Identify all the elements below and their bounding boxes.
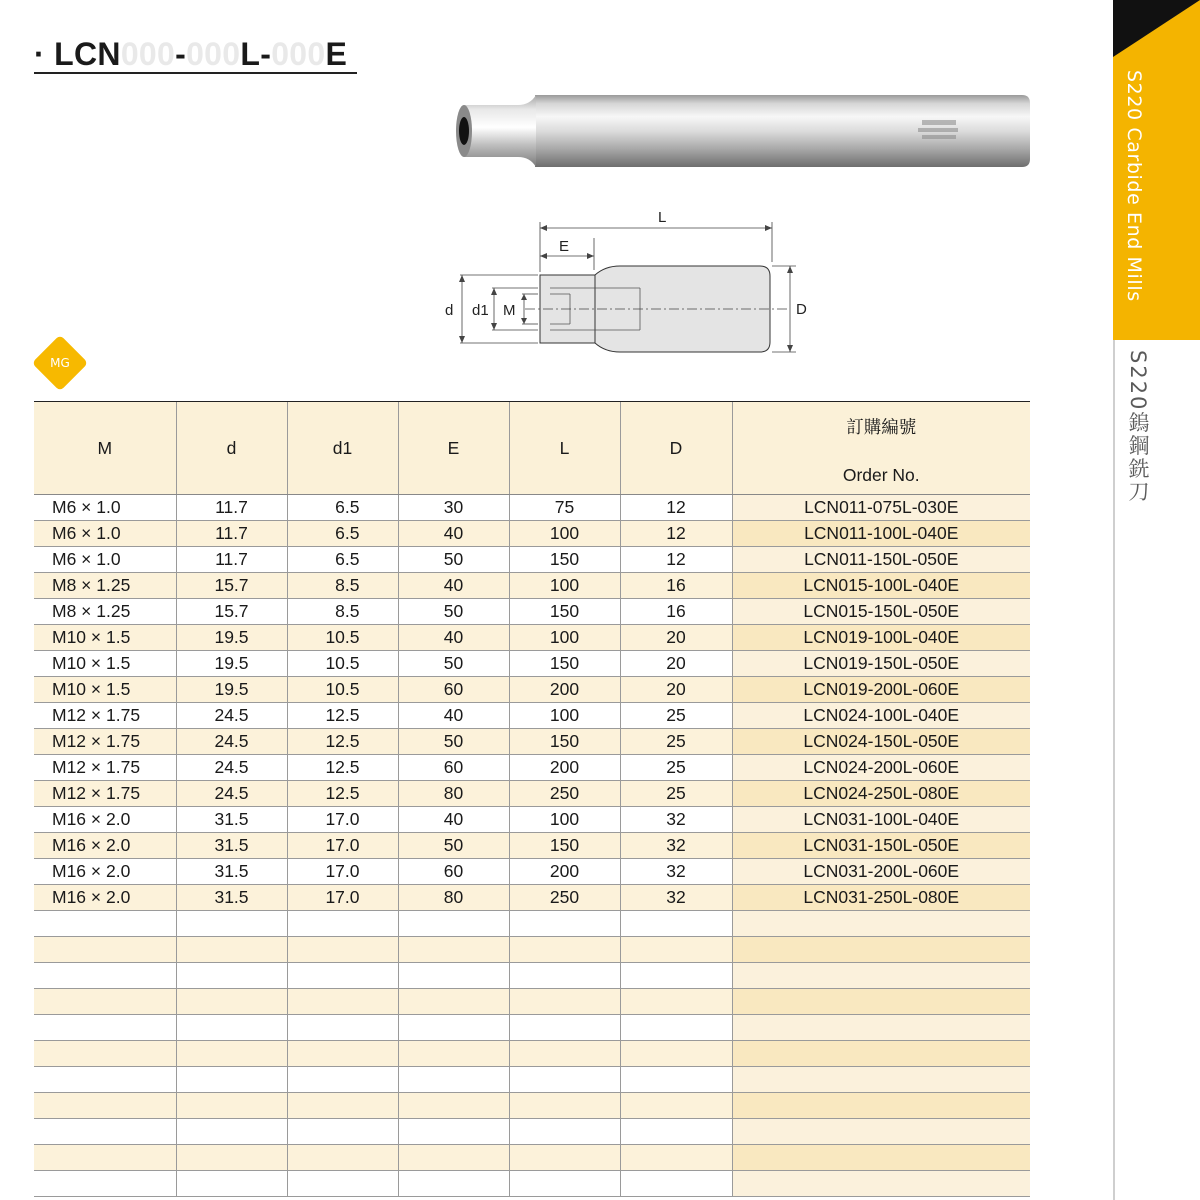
- cell-e: 50: [398, 547, 509, 573]
- product-photo: [450, 95, 1040, 175]
- empty-cell: [509, 989, 620, 1015]
- empty-table-row: [34, 989, 1030, 1015]
- empty-cell: [732, 1119, 1030, 1145]
- table-row: [34, 599, 1030, 625]
- empty-cell: [732, 911, 1030, 937]
- cell-d1: 10.5: [287, 651, 398, 677]
- cell-d1: 17.0: [287, 885, 398, 911]
- empty-cell: [620, 937, 732, 963]
- cell-D: 12: [620, 495, 732, 521]
- cell-d1: 6.5: [287, 495, 398, 521]
- cell-d: 24.5: [176, 781, 287, 807]
- cell-D: 32: [620, 885, 732, 911]
- empty-cell: [287, 1171, 398, 1197]
- cell-D: 25: [620, 755, 732, 781]
- header-d: d: [176, 402, 287, 495]
- header-order-no: [732, 402, 1030, 495]
- empty-cell: [509, 911, 620, 937]
- empty-cell: [620, 1015, 732, 1041]
- empty-table-row: [34, 1119, 1030, 1145]
- label-d: d: [445, 302, 454, 319]
- cell-e: 60: [398, 859, 509, 885]
- cell-m: M8 × 1.25: [34, 573, 176, 599]
- empty-cell: [34, 1093, 176, 1119]
- title-suffix: E: [325, 36, 348, 72]
- empty-cell: [176, 1067, 287, 1093]
- cell-d: 19.5: [176, 625, 287, 651]
- cell-d: 24.5: [176, 755, 287, 781]
- cell-e: 40: [398, 807, 509, 833]
- cell-l: 100: [509, 521, 620, 547]
- table-row: [34, 625, 1030, 651]
- cell-d: 19.5: [176, 677, 287, 703]
- cell-e: 60: [398, 677, 509, 703]
- cell-l: 150: [509, 729, 620, 755]
- empty-cell: [620, 963, 732, 989]
- empty-cell: [398, 937, 509, 963]
- empty-cell: [287, 1093, 398, 1119]
- empty-cell: [398, 1119, 509, 1145]
- table-row: [34, 703, 1030, 729]
- empty-cell: [398, 1145, 509, 1171]
- header-L: L: [509, 402, 620, 495]
- empty-cell: [398, 1015, 509, 1041]
- cell-order-no: LCN031-250L-080E: [732, 885, 1030, 911]
- cell-m: M10 × 1.5: [34, 677, 176, 703]
- cell-d: 15.7: [176, 599, 287, 625]
- cell-m: M16 × 2.0: [34, 833, 176, 859]
- cell-d: 11.7: [176, 495, 287, 521]
- cell-l: 150: [509, 599, 620, 625]
- header-E: E: [398, 402, 509, 495]
- empty-cell: [620, 1171, 732, 1197]
- cell-d1: 6.5: [287, 521, 398, 547]
- empty-cell: [287, 937, 398, 963]
- empty-cell: [34, 963, 176, 989]
- cell-l: 200: [509, 859, 620, 885]
- empty-table-row: [34, 937, 1030, 963]
- cell-order-no: LCN011-075L-030E: [732, 495, 1030, 521]
- cell-order-no: LCN031-100L-040E: [732, 807, 1030, 833]
- empty-cell: [287, 1041, 398, 1067]
- empty-cell: [176, 911, 287, 937]
- side-title-english: S220 Carbide End Mills: [1123, 70, 1145, 302]
- cell-d1: 17.0: [287, 807, 398, 833]
- cell-d: 31.5: [176, 807, 287, 833]
- spec-table: [34, 402, 1030, 1197]
- cell-d1: 6.5: [287, 547, 398, 573]
- cell-e: 40: [398, 703, 509, 729]
- cell-d1: 8.5: [287, 573, 398, 599]
- empty-cell: [620, 1119, 732, 1145]
- label-E: E: [559, 238, 570, 255]
- empty-cell: [620, 1041, 732, 1067]
- empty-cell: [398, 1067, 509, 1093]
- empty-cell: [176, 1119, 287, 1145]
- empty-cell: [176, 1041, 287, 1067]
- cell-D: 25: [620, 703, 732, 729]
- empty-cell: [34, 1015, 176, 1041]
- empty-cell: [176, 1015, 287, 1041]
- cell-e: 60: [398, 755, 509, 781]
- empty-cell: [398, 1041, 509, 1067]
- cell-e: 40: [398, 625, 509, 651]
- empty-table-row: [34, 1015, 1030, 1041]
- cell-m: M6 × 1.0: [34, 521, 176, 547]
- cell-order-no: LCN019-150L-050E: [732, 651, 1030, 677]
- page-title: [34, 36, 347, 73]
- cell-l: 75: [509, 495, 620, 521]
- cell-D: 16: [620, 573, 732, 599]
- cell-m: M10 × 1.5: [34, 625, 176, 651]
- empty-cell: [732, 1015, 1030, 1041]
- empty-cell: [287, 1015, 398, 1041]
- side-tab-line: [1113, 340, 1115, 1200]
- table-row: [34, 755, 1030, 781]
- cell-d: 31.5: [176, 833, 287, 859]
- empty-cell: [509, 1067, 620, 1093]
- cell-e: 50: [398, 651, 509, 677]
- empty-cell: [176, 1171, 287, 1197]
- empty-table-row: [34, 1067, 1030, 1093]
- empty-cell: [509, 1171, 620, 1197]
- label-D: D: [796, 301, 807, 318]
- empty-cell: [509, 1041, 620, 1067]
- cell-D: 20: [620, 625, 732, 651]
- cell-d: 24.5: [176, 703, 287, 729]
- cell-d1: 17.0: [287, 833, 398, 859]
- empty-cell: [398, 963, 509, 989]
- cell-e: 50: [398, 729, 509, 755]
- table-row: [34, 651, 1030, 677]
- cell-order-no: LCN011-150L-050E: [732, 547, 1030, 573]
- cell-D: 20: [620, 651, 732, 677]
- empty-cell: [287, 1119, 398, 1145]
- empty-cell: [34, 911, 176, 937]
- cell-d: 19.5: [176, 651, 287, 677]
- table-row: [34, 573, 1030, 599]
- label-L: L: [658, 209, 667, 226]
- cell-m: M12 × 1.75: [34, 703, 176, 729]
- cell-D: 25: [620, 729, 732, 755]
- cell-order-no: LCN031-200L-060E: [732, 859, 1030, 885]
- cell-l: 250: [509, 781, 620, 807]
- cell-l: 150: [509, 833, 620, 859]
- empty-table-row: [34, 1093, 1030, 1119]
- empty-cell: [398, 1093, 509, 1119]
- cell-order-no: LCN024-150L-050E: [732, 729, 1030, 755]
- empty-cell: [732, 937, 1030, 963]
- table-row: [34, 547, 1030, 573]
- title-placeholder-2: 000: [186, 36, 241, 72]
- cell-D: 16: [620, 599, 732, 625]
- cell-e: 40: [398, 573, 509, 599]
- cell-e: 50: [398, 833, 509, 859]
- cell-l: 100: [509, 807, 620, 833]
- empty-cell: [287, 963, 398, 989]
- cell-m: M6 × 1.0: [34, 495, 176, 521]
- empty-cell: [732, 1067, 1030, 1093]
- empty-cell: [620, 911, 732, 937]
- empty-cell: [34, 1067, 176, 1093]
- table-row: [34, 859, 1030, 885]
- empty-cell: [620, 1145, 732, 1171]
- header-order-english: Order No.: [842, 465, 920, 485]
- label-M: M: [503, 302, 516, 319]
- cell-l: 100: [509, 625, 620, 651]
- cell-order-no: LCN019-200L-060E: [732, 677, 1030, 703]
- empty-cell: [620, 989, 732, 1015]
- cell-d: 11.7: [176, 521, 287, 547]
- table-row: [34, 495, 1030, 521]
- cell-l: 150: [509, 547, 620, 573]
- empty-cell: [732, 1145, 1030, 1171]
- header-order-chinese: 訂購編號: [846, 417, 917, 437]
- empty-cell: [509, 1145, 620, 1171]
- cell-order-no: LCN031-150L-050E: [732, 833, 1030, 859]
- empty-cell: [620, 1093, 732, 1119]
- title-placeholder-3: 000: [271, 36, 326, 72]
- cell-m: M16 × 2.0: [34, 859, 176, 885]
- empty-cell: [732, 1093, 1030, 1119]
- cell-d1: 10.5: [287, 625, 398, 651]
- empty-cell: [34, 1119, 176, 1145]
- empty-cell: [509, 963, 620, 989]
- side-title-chinese: S220鎢鋼銑刀: [1126, 350, 1150, 504]
- table-row: [34, 833, 1030, 859]
- table-header-row: [34, 402, 1030, 495]
- empty-cell: [509, 1119, 620, 1145]
- empty-cell: [176, 963, 287, 989]
- cell-e: 50: [398, 599, 509, 625]
- cell-d1: 8.5: [287, 599, 398, 625]
- cell-order-no: LCN015-150L-050E: [732, 599, 1030, 625]
- cell-D: 32: [620, 833, 732, 859]
- table-row: [34, 885, 1030, 911]
- cell-e: 80: [398, 781, 509, 807]
- cell-order-no: LCN019-100L-040E: [732, 625, 1030, 651]
- table-row: [34, 807, 1030, 833]
- cell-m: M12 × 1.75: [34, 781, 176, 807]
- cell-D: 12: [620, 521, 732, 547]
- empty-table-row: [34, 911, 1030, 937]
- cell-l: 150: [509, 651, 620, 677]
- empty-cell: [34, 1171, 176, 1197]
- mg-badge-label: MG: [50, 356, 70, 370]
- cell-order-no: LCN015-100L-040E: [732, 573, 1030, 599]
- empty-cell: [732, 989, 1030, 1015]
- empty-cell: [34, 1145, 176, 1171]
- empty-cell: [176, 937, 287, 963]
- header-D: D: [620, 402, 732, 495]
- cell-e: 40: [398, 521, 509, 547]
- empty-cell: [34, 937, 176, 963]
- cell-m: M12 × 1.75: [34, 729, 176, 755]
- empty-table-row: [34, 1145, 1030, 1171]
- cell-l: 100: [509, 573, 620, 599]
- cell-m: M16 × 2.0: [34, 807, 176, 833]
- empty-table-row: [34, 1041, 1030, 1067]
- empty-table-row: [34, 1171, 1030, 1197]
- empty-cell: [732, 1041, 1030, 1067]
- empty-cell: [732, 1171, 1030, 1197]
- empty-cell: [398, 1171, 509, 1197]
- empty-cell: [620, 1067, 732, 1093]
- cell-D: 20: [620, 677, 732, 703]
- cell-d: 11.7: [176, 547, 287, 573]
- cell-m: M16 × 2.0: [34, 885, 176, 911]
- cell-e: 30: [398, 495, 509, 521]
- empty-cell: [176, 1093, 287, 1119]
- cell-order-no: LCN011-100L-040E: [732, 521, 1030, 547]
- cell-e: 80: [398, 885, 509, 911]
- table-row: [34, 729, 1030, 755]
- header-M: M: [34, 402, 176, 495]
- cell-d1: 12.5: [287, 729, 398, 755]
- header-d1: d1: [287, 402, 398, 495]
- cell-d1: 17.0: [287, 859, 398, 885]
- table-row: [34, 781, 1030, 807]
- empty-cell: [732, 963, 1030, 989]
- empty-cell: [287, 911, 398, 937]
- cell-d1: 10.5: [287, 677, 398, 703]
- empty-table-row: [34, 963, 1030, 989]
- empty-cell: [34, 1041, 176, 1067]
- cell-l: 200: [509, 755, 620, 781]
- cell-l: 250: [509, 885, 620, 911]
- empty-cell: [176, 1145, 287, 1171]
- empty-cell: [287, 1145, 398, 1171]
- cell-d: 15.7: [176, 573, 287, 599]
- title-separator-2: L-: [240, 36, 272, 72]
- cell-d1: 12.5: [287, 755, 398, 781]
- empty-cell: [287, 989, 398, 1015]
- empty-cell: [509, 1093, 620, 1119]
- empty-cell: [287, 1067, 398, 1093]
- table-row: [34, 521, 1030, 547]
- cell-D: 25: [620, 781, 732, 807]
- cell-m: M12 × 1.75: [34, 755, 176, 781]
- empty-cell: [509, 937, 620, 963]
- table-row: [34, 677, 1030, 703]
- cell-order-no: LCN024-100L-040E: [732, 703, 1030, 729]
- title-separator-1: -: [175, 36, 187, 72]
- empty-cell: [34, 989, 176, 1015]
- empty-cell: [176, 989, 287, 1015]
- cell-d1: 12.5: [287, 781, 398, 807]
- cell-D: 32: [620, 859, 732, 885]
- cell-d: 31.5: [176, 885, 287, 911]
- cell-l: 100: [509, 703, 620, 729]
- dimension-diagram: [430, 200, 830, 360]
- empty-cell: [398, 989, 509, 1015]
- empty-cell: [509, 1015, 620, 1041]
- cell-D: 32: [620, 807, 732, 833]
- cell-d1: 12.5: [287, 703, 398, 729]
- title-placeholder-1: 000: [120, 36, 176, 72]
- label-d1: d1: [472, 302, 489, 319]
- title-underline: [34, 72, 357, 74]
- cell-order-no: LCN024-250L-080E: [732, 781, 1030, 807]
- side-tab-corner: [1113, 0, 1200, 57]
- cell-d: 24.5: [176, 729, 287, 755]
- cell-m: M10 × 1.5: [34, 651, 176, 677]
- cell-order-no: LCN024-200L-060E: [732, 755, 1030, 781]
- cell-m: M6 × 1.0: [34, 547, 176, 573]
- cell-d: 31.5: [176, 859, 287, 885]
- empty-cell: [398, 911, 509, 937]
- title-prefix: · LCN: [34, 36, 121, 72]
- cell-m: M8 × 1.25: [34, 599, 176, 625]
- cell-l: 200: [509, 677, 620, 703]
- cell-D: 12: [620, 547, 732, 573]
